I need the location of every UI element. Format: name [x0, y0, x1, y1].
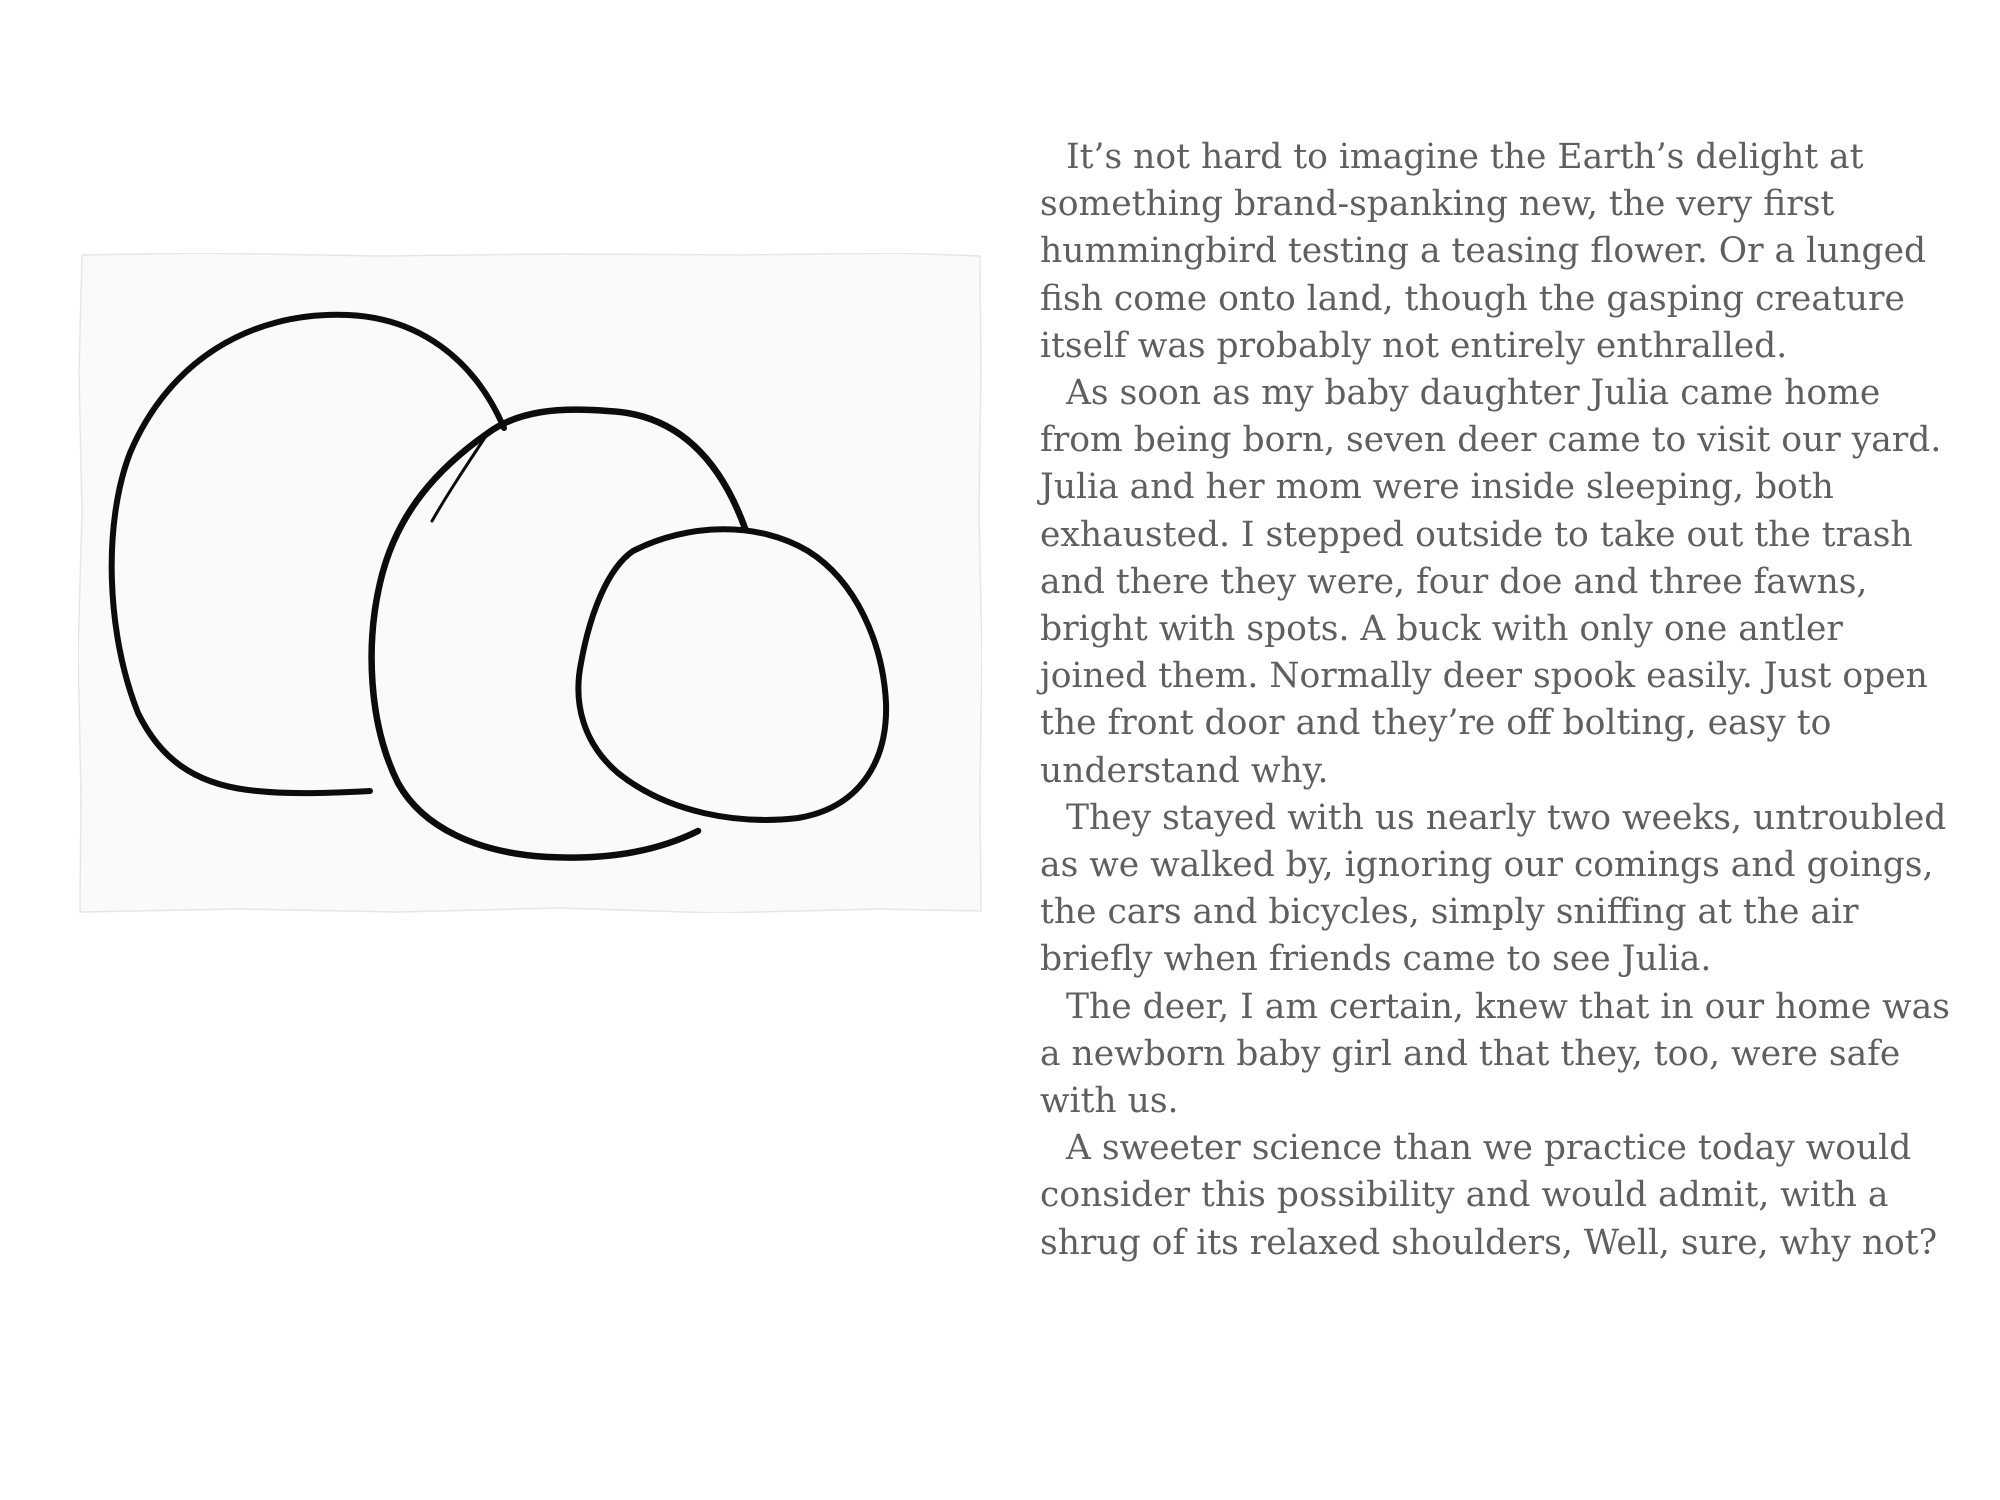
- paragraph-deer-visit: As soon as my baby daughter Julia came home from being born, seven deer came to visit our yard. Julia and her mom were inside sleeping, both exhausted. I stepped outside to take out the trash and there they were, four doe and three fawns, bright with spots. A buck with only one antler joined them. Normally deer spook easily. Just open the front door and they’re off bolting, easy to understand why.: [1040, 373, 1942, 791]
- paragraph-two-weeks: They stayed with us nearly two weeks, untroubled as we walked by, ignoring our comings and goings, the cars and bicycles, simply sniffing at the air briefly when friends came to see Julia.: [1040, 797, 1947, 980]
- story-text: [1040, 134, 1960, 1267]
- paragraph-sweeter-science: A sweeter science than we practice today would consider this possibility and would admit, with a shrug of its relaxed shoulders, Well, sure, why not?: [1040, 1128, 1938, 1263]
- paragraph-hummingbird: It’s not hard to imagine the Earth’s delight at something brand-spanking new, the very first hummingbird testing a teasing flower. Or a lunged fish come onto land, though the gasping creature itself was probably not entirely enthralled.: [1040, 137, 1927, 366]
- ink-drawing-illustration: [78, 253, 982, 913]
- paragraph-certain: The deer, I am certain, knew that in our home was a newborn baby girl and that they, too, were safe with us.: [1040, 986, 1950, 1122]
- three-eggs-drawing-svg: [78, 253, 982, 913]
